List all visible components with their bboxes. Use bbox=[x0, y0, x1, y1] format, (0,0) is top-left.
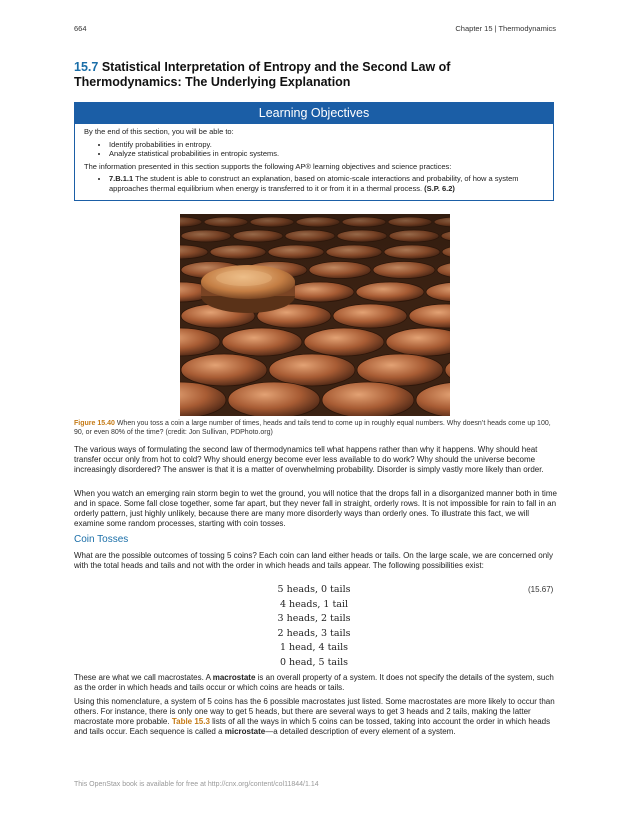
text-run: These are what we call macrostates. A bbox=[74, 673, 213, 682]
ap-code: 7.B.1.1 bbox=[109, 174, 134, 183]
figure-label: Figure 15.40 bbox=[74, 420, 115, 427]
coins-photo bbox=[180, 214, 450, 416]
ap-objective-item bbox=[109, 174, 545, 193]
equation-number: (15.67) bbox=[528, 585, 554, 594]
learning-objectives-box bbox=[74, 102, 554, 201]
figure-caption-text: When you toss a coin a large number of times, heads and tails tend to come up in roughly equal numbers. Why doesn’t heads come up 100, 90, or even 80% of the time? (credit: Jon Sullivan, PDPhoto.org) bbox=[74, 420, 551, 436]
equation-line: 5 heads, 0 tails bbox=[277, 584, 351, 595]
learning-objectives-heading: Learning Objectives bbox=[75, 103, 553, 124]
figure-caption bbox=[74, 419, 556, 437]
equation-line: 2 heads, 3 tails bbox=[277, 627, 351, 639]
ap-intro: The information presented in this section supports the following AP® learning objectives and science practices: bbox=[84, 161, 452, 171]
equation-line: 4 heads, 1 tail bbox=[279, 598, 349, 610]
section-title-text: Statistical Interpretation of Entropy and the Second Law of Thermodynamics: The Underlying Explanation bbox=[74, 60, 451, 89]
paragraph-coin-intro: What are the possible outcomes of tossing 5 coins? Each coin can land either heads or tails. On the large scale, we are concerned only with the total heads and tails and not with the order in which heads and tails appear. The following possibilities exist: bbox=[74, 551, 553, 570]
text-run: Using this nomenclature, a system of 5 coins has the 6 possible macrostates just listed. Some macrostates are more likely to occur than others. For instance, there is only one way to get 5 heads, but there are several ways to get 3 heads and 2 tails, making the latter macrostate more probable. bbox=[74, 697, 555, 726]
ap-objectives-list bbox=[84, 174, 545, 193]
table-link[interactable]: Table 15.3 bbox=[171, 717, 210, 726]
paragraph-macrostate bbox=[74, 673, 558, 693]
objective-item: • Identify probabilities in entropy. bbox=[109, 140, 545, 150]
foreground-coin bbox=[201, 265, 295, 313]
ap-practice: (S.P. 6.2) bbox=[424, 183, 455, 193]
section-number: 15.7 bbox=[74, 60, 99, 74]
term-microstate: microstate bbox=[224, 727, 266, 736]
text-run: is an overall property of a system. It does not specify the details of the system, such as the order in which heads and tails occur or which coins are heads or tails. bbox=[74, 673, 554, 692]
chapter-header: Chapter 15 | Thermodynamics bbox=[455, 24, 556, 33]
text-run: —a detailed description of every element of a system. bbox=[265, 727, 456, 736]
section-title bbox=[74, 60, 554, 90]
paragraph-intro: The various ways of formulating the second law of thermodynamics tell what happens rather than why it happens. Why should heat transfer occur only from hot to cold? Why should energy become ever less available to do work? Why should the universe become increasingly disordered? The answer is that it is a matter of overwhelming probability. Disorder is simply vastly more likely than order. bbox=[74, 445, 544, 474]
subheading-coin-tosses: Coin Tosses bbox=[74, 534, 129, 545]
equation-line: 0 head, 5 tails bbox=[279, 656, 349, 668]
term-macrostate: macrostate bbox=[212, 673, 256, 682]
equation-line: 3 heads, 2 tails bbox=[277, 613, 351, 625]
page-number: 664 bbox=[74, 24, 87, 33]
objective-item: • Analyze statistical probabilities in entropic systems. bbox=[109, 149, 545, 159]
objectives-list bbox=[84, 140, 545, 159]
equation-macrostates bbox=[254, 583, 374, 671]
paragraph-rainstorm: When you watch an emerging rain storm begin to wet the ground, you will notice that the drops fall in a disorganized manner both in time and in space. Some fall close together, some far apart, but they never fall in straight, orderly rows. It is not impossible for rain to fall in an orderly pattern, just highly unlikely, because there are many more disorderly ways than orderly ones. To illustrate this fact, we will examine some random processes, starting with coin tosses. bbox=[74, 489, 557, 528]
footer-note: This OpenStax book is available for free at http://cnx.org/content/col11844/1.14 bbox=[74, 781, 319, 788]
objectives-intro: By the end of this section, you will be able to: bbox=[84, 127, 234, 136]
paragraph-microstate bbox=[74, 697, 558, 737]
coins-illustration bbox=[180, 214, 450, 416]
ap-text: The student is able to construct an explanation, based on atomic-scale interactions and probability, of how a system approaches thermal equilibrium when energy is transferred to it or from it in a thermal process. bbox=[109, 174, 519, 193]
text-run: lists of all the ways in which 5 coins can be tossed, taking into account the order in which heads and tails occur. Each sequence is called a bbox=[74, 717, 551, 736]
equation-line: 1 head, 4 tails bbox=[279, 642, 349, 654]
